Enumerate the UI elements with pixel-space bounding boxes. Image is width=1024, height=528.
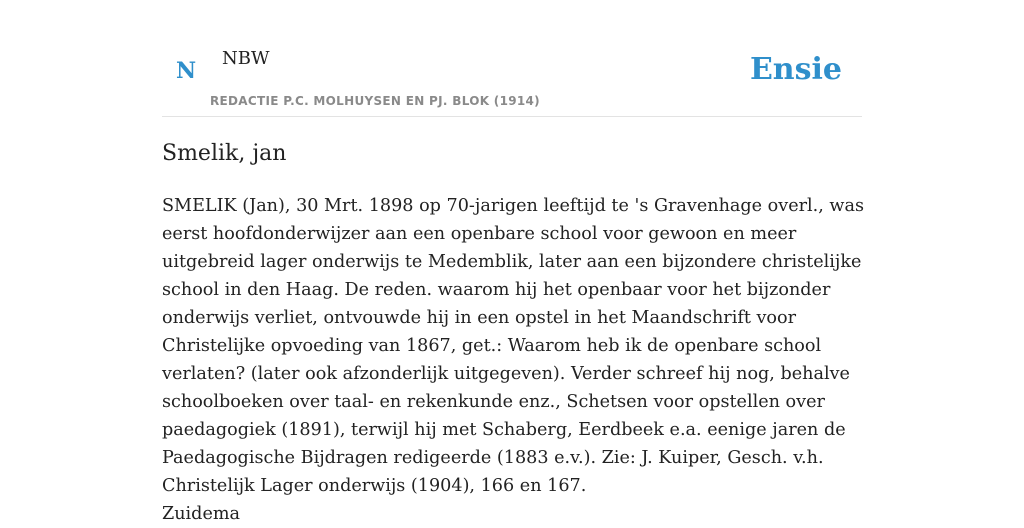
article-body: [162, 192, 867, 528]
source-logo[interactable]: N: [176, 58, 197, 84]
brand-logo[interactable]: Ensie: [749, 52, 842, 87]
article-title: Smelik, jan: [162, 141, 287, 166]
source-name[interactable]: NBW: [222, 48, 270, 69]
source-subtitle: REDACTIE P.C. MOLHUYSEN EN PJ. BLOK (1914): [210, 94, 540, 108]
page-header: [162, 0, 862, 117]
article-paragraph: SMELIK (Jan), 30 Mrt. 1898 op 70-jarigen leeftijd te 's Gravenhage overl., was eerst hoofdonderwijzer aan een openbare school voor gewoon en meer uitgebreid lager onderwijs te Medemblik, later aan een bijzondere christelijke school in den Haag. De reden. waarom hij het openbaar voor het bijzonder onderwijs verliet, ontvouwde hij in een opstel in het Maandschrift voor Christelijke opvoeding van 1867, get.: Waarom heb ik de openbare school verlaten? (later ook afzonderlijk uitgegeven). Verder schreef hij nog, behalve schoolboeken over taal- en rekenkunde enz., Schetsen voor opstellen over paedagogiek (1891), terwijl hij met Schaberg, Eerdbeek e.a. eenige jaren de Paedagogische Bijdragen redigeerde (1883 e.v.). Zie: J. Kuiper, Gesch. v.h. Christelijk Lager onderwijs (1904), 166 en 167.: [162, 196, 865, 496]
article-author: Zuidema: [162, 504, 241, 524]
